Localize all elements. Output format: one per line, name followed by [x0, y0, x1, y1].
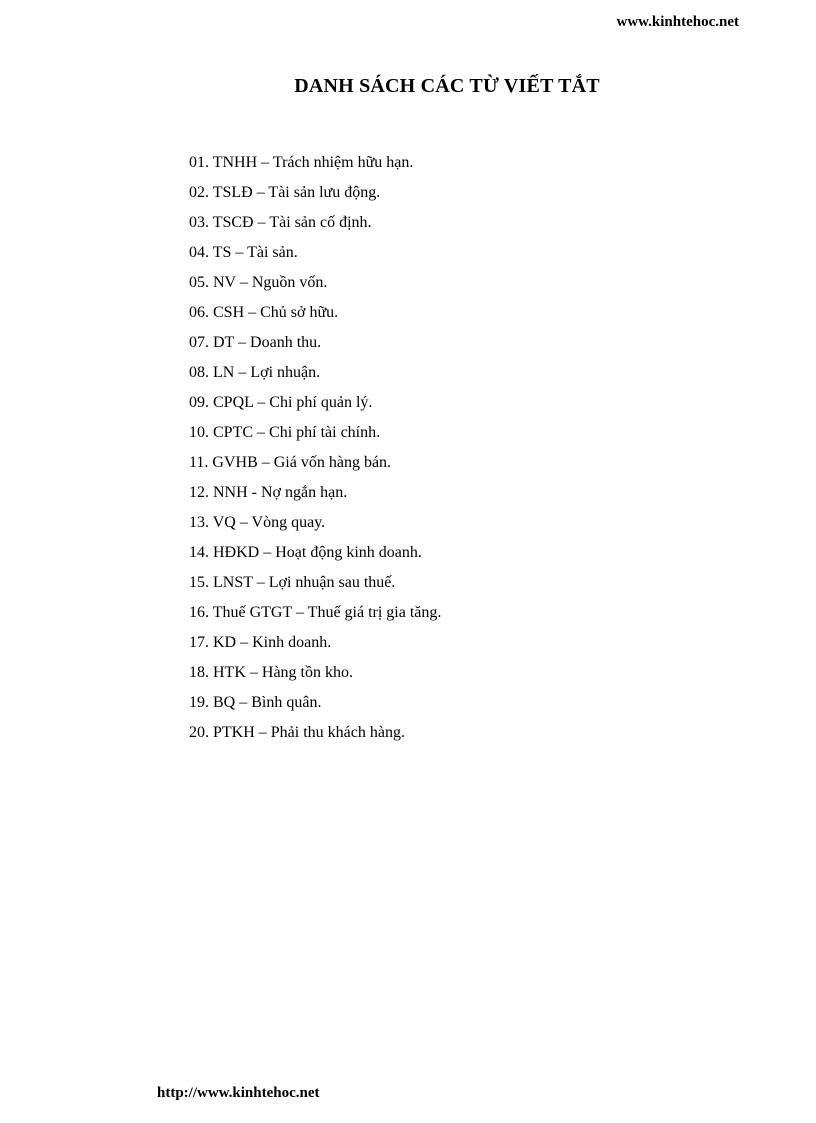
list-item: 19. BQ – Bình quân.	[189, 694, 322, 711]
list-item: 02. TSLĐ – Tài sản lưu động.	[189, 184, 381, 201]
abbreviation-list	[189, 148, 441, 748]
list-item: 20. PTKH – Phải thu khách hàng.	[189, 724, 405, 741]
list-item: 16. Thuế GTGT – Thuế giá trị gia tăng.	[189, 604, 442, 621]
list-item: 05. NV – Nguồn vốn.	[189, 274, 328, 291]
list-item: 06. CSH – Chủ sở hữu.	[189, 304, 339, 321]
list-item: 03. TSCĐ – Tài sản cố định.	[189, 214, 372, 231]
list-item: 17. KD – Kinh doanh.	[189, 634, 332, 651]
list-item: 04. TS – Tài sản.	[189, 244, 298, 261]
list-item: 18. HTK – Hàng tồn kho.	[189, 664, 353, 681]
list-item: 08. LN – Lợi nhuận.	[189, 364, 321, 381]
list-item: 15. LNST – Lợi nhuận sau thuế.	[189, 574, 396, 591]
list-item: 01. TNHH – Trách nhiệm hữu hạn.	[189, 154, 414, 171]
list-item: 09. CPQL – Chi phí quản lý.	[189, 394, 373, 411]
list-item: 13. VQ – Vòng quay.	[189, 514, 326, 531]
footer-url: http://www.kinhtehoc.net	[157, 1085, 320, 1101]
list-item: 14. HĐKD – Hoạt động kinh doanh.	[189, 544, 422, 561]
list-item: 10. CPTC – Chi phí tài chính.	[189, 424, 381, 441]
list-item: 11. GVHB – Giá vốn hàng bán.	[189, 454, 392, 471]
list-item: 07. DT – Doanh thu.	[189, 334, 322, 351]
page-title: DANH SÁCH CÁC TỪ VIẾT TẮT	[294, 75, 600, 97]
header-url: www.kinhtehoc.net	[616, 14, 739, 30]
list-item: 12. NNH - Nợ ngắn hạn.	[189, 484, 348, 501]
